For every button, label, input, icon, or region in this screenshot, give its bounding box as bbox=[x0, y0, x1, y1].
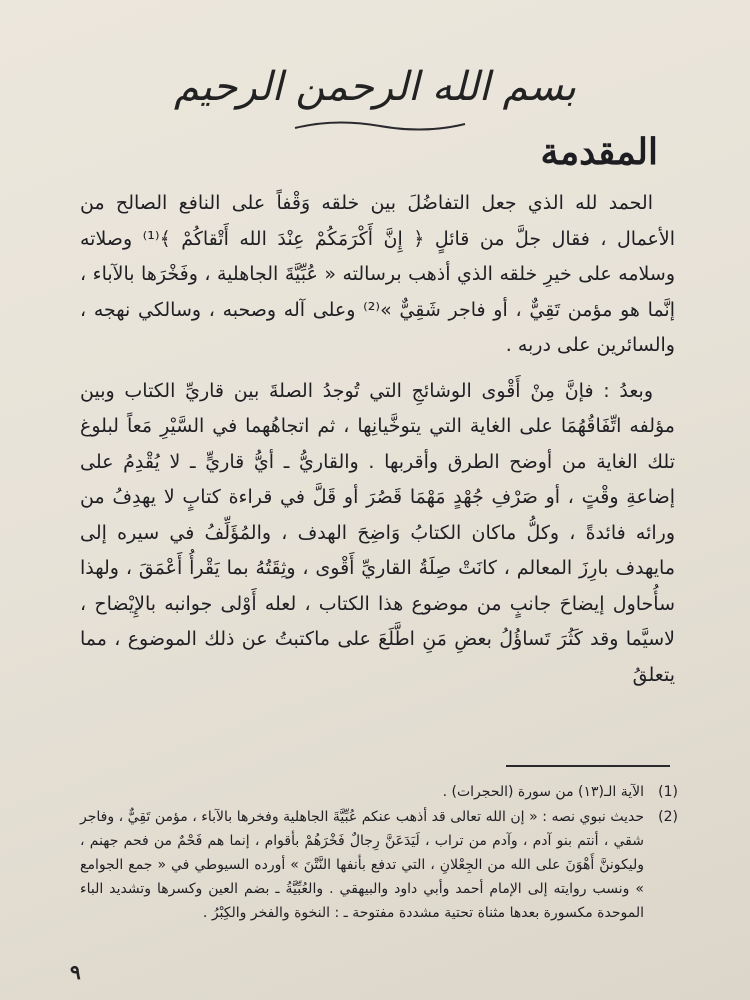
footnote-text: حديث نبوي نصه : « إن الله تعالى قد أذهب عنكم عُبِّيَّةَ الجاهلية وفخرها بالآباء ، مؤمن تَقِيٌّ ، وفاجر شقي ، أنتم بنو آدم ، وآدم من تراب ، لَيَدَعَنَّ رِجالٌ فَخْرَهُمْ بأقوام ، إنما هم فَحْمٌ من فحم جهنم ، وليكوننَّ أَهْوَنَ على الله من الجِعْلانِ ، التي تدفع بأنفها النَّتْنَ » أورده السيوطي في « جمع الجوامع » ونسب روايته إلى الإمام أحمد وأبي داود والبيهقي . والعُبِّيَّةُ ـ بضم العين وكسرها وتشديد الباء الموحدة مكسورة بعدها مثناة تحتية مشددة مفتوحة ـ : النخوة والفخر والكِبْرُ . bbox=[80, 809, 644, 921]
footnote-item bbox=[80, 805, 678, 925]
paragraph-praise: الحمد لله الذي جعل التفاضُلَ بين خلقه وَقْفاً على النافع الصالح من الأعمال ، فقال جلَّ من قائلٍ ﴿ إِنَّ أَكْرَمَكُمْ عِنْدَ الله أَتْقاكُمْ ﴾⁽¹⁾ وصلاته وسلامه على خيرِ خلقه الذي أذهب برسالته « عُبِّيَّةَ الجاهلية ، وفَخْرَها بالآباء ، إنَّما هو مؤمن تَقِيٌّ ، أو فاجر شَقِيٌّ »⁽²⁾ وعلى آله وصحبه ، وسالكي نهجه ، والسائرين على دربه . bbox=[80, 192, 676, 356]
section-title: المقدمة bbox=[540, 131, 658, 173]
basmala-heading: بسم الله الرحمن الرحيم bbox=[173, 64, 577, 110]
footnote-number: (2) bbox=[658, 809, 678, 825]
paragraph-intro: وبعدُ : فإنَّ مِنْ أَقْوى الوشائجِ التي تُوجدُ الصلةَ بين قاريِّ الكتاب وبين مؤلفه اتِّفَاقُهُمَا على الغاية التي يتوخَّيانِها ، ثم اتجاهُهما في السَّيْرِ مَعاً لبلوغ تلك الغاية من أوضح الطرق وأقربها . والقاريُّ ـ أيُّ قاريٍّ ـ لا يُقْدِمُ على إضاعةِ وقْتٍ ، أو صَرْفِ جُهْدٍ مَهْمَا قَصُرَ أو قَلَّ في قراءة كتابٍ لا يهدِفُ من ورائه فائدةً ، وكلُّ ماكان الكتابُ وَاضِحَ الهدف ، والمُؤَلِّفُ في سيره إلى مايهدف بارِزَ المعالم ، كانَتْ صِلَةُ القاريِّ أَقْوى ، وثِقَتُهُ بما يَقْرأُ أَعْمَقَ ، ولهذا سأُحاول إيضاحَ جانبٍ من موضوع هذا الكتاب ، لعله أَوْلى جوانبه بالإِيْضاح ، لاسيَّما وقد كَثُرَ تَساؤُلُ بعضِ مَنِ اطَّلَعَ على ماكتبتُ عن ذلك الموضوع ، مما يتعلقُ bbox=[80, 379, 675, 686]
footnote-text: الآية الـ(١٣) من سورة (الحجرات) . bbox=[442, 784, 644, 800]
page-number: ٩ bbox=[70, 960, 81, 984]
body-text bbox=[80, 186, 675, 703]
footnote-number: (1) bbox=[658, 784, 678, 800]
footnote-item bbox=[80, 780, 678, 804]
footnotes bbox=[80, 780, 678, 926]
footnote-divider bbox=[506, 765, 670, 767]
basmala-flourish-ornament bbox=[290, 116, 470, 136]
